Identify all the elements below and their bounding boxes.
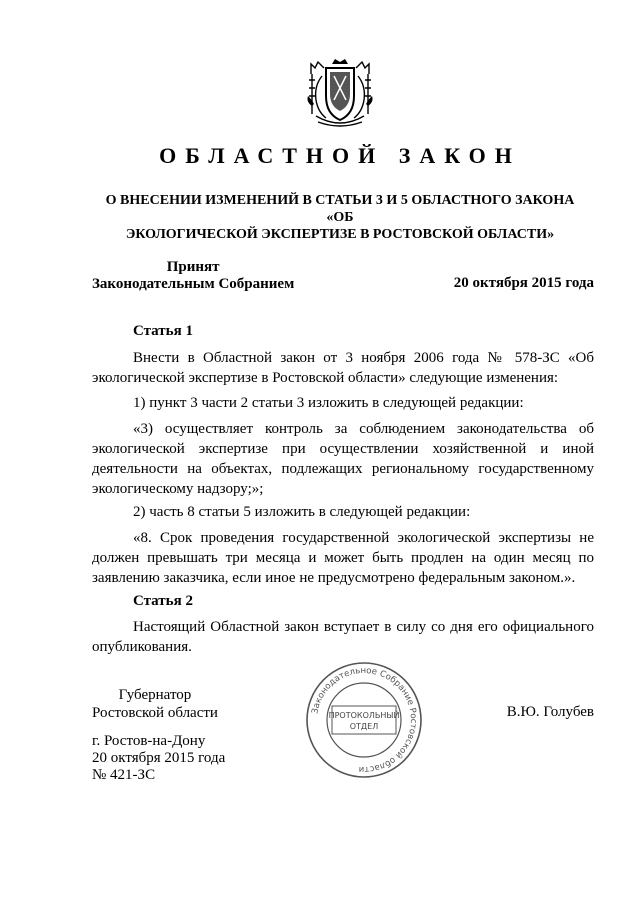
adoption-block	[92, 259, 294, 293]
article-1-item-2-text: «8. Срок проведения государственной экологической экспертизы не должен превышать три месяца и может быть продлен на один месяц по заявлению заказчика, если иное не предусмотрено федеральным законом.».	[92, 530, 594, 586]
article-1-item-1-text: «3) осуществляет контроль за соблюдением законодательства об экологической экспертизе при осуществлении хозяйственной и иной деятельности на объектах, подлежащих региональному государственному экологическому надзору;»;	[92, 421, 594, 497]
article-2-text: Настоящий Областной закон вступает в силу со дня его официального опубликования.	[92, 619, 594, 655]
article-1-heading: Статья 1	[133, 323, 193, 339]
signatory-name: В.Ю. Голубев	[506, 704, 594, 720]
adoption-line-2: Законодательным Собранием	[92, 276, 295, 292]
signatory-title-line-1: Губернатор	[118, 687, 192, 703]
adoption-date: 20 октября 2015 года	[453, 275, 594, 291]
stamp-center-line-2: ОТДЕЛ	[349, 722, 379, 731]
stamp-ring-text: Законодательное Собрание Ростовской области	[310, 665, 419, 775]
law-subtitle	[96, 192, 584, 243]
article-2-heading: Статья 2	[133, 593, 193, 609]
place-date-number	[92, 733, 225, 784]
subtitle-line-2: ЭКОЛОГИЧЕСКОЙ ЭКСПЕРТИЗЕ В РОСТОВСКОЙ ОБЛАСТИ»	[125, 227, 555, 242]
stamp-center-line-1: ПРОТОКОЛЬНЫЙ	[328, 711, 400, 720]
law-number: № 421-ЗС	[92, 767, 156, 783]
coat-of-arms-icon	[298, 56, 382, 130]
article-1-item-2: 2) часть 8 статьи 5 изложить в следующей редакции:	[133, 504, 471, 520]
adoption-line-1: Принят	[166, 259, 220, 275]
signatory-title	[92, 686, 218, 722]
signatory-title-line-2: Ростовской области	[92, 705, 218, 721]
article-1-item-1: 1) пункт 3 части 2 статьи 3 изложить в следующей редакции:	[133, 395, 524, 411]
subtitle-line-1: О ВНЕСЕНИИ ИЗМЕНЕНИЙ В СТАТЬИ 3 И 5 ОБЛАСТНОГО ЗАКОНА «ОБ	[105, 193, 575, 225]
law-title: ОБЛАСТНОЙ ЗАКОН	[159, 143, 521, 168]
protocol-department-stamp	[304, 660, 424, 780]
article-1-intro: Внести в Областной закон от 3 ноября 2006 года № 578-ЗС «Об экологической экспертизе в Ростовской области» следующие изменения:	[92, 350, 594, 386]
signing-place: г. Ростов-на-Дону	[92, 733, 206, 749]
signing-date: 20 октября 2015 года	[92, 750, 226, 766]
